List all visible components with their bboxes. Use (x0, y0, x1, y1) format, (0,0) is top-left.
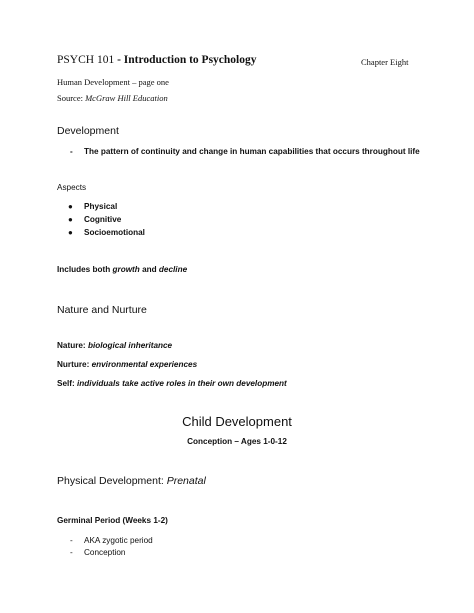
physical-development-heading (57, 475, 206, 487)
bullet-marker: ● (68, 202, 73, 211)
source-line (57, 93, 168, 103)
dash-marker: - (70, 147, 73, 156)
self-text: individuals take active roles in their own development (74, 379, 287, 388)
growth-word: growth (112, 265, 140, 274)
course-name: Introduction to Psychology (123, 54, 257, 66)
growth-decline-middle: and (139, 265, 159, 274)
document-subtitle: Human Development – page one (57, 77, 169, 87)
germinal-item-zygotic: AKA zygotic period (84, 536, 153, 545)
title-separator: - (114, 54, 124, 66)
growth-decline-line (57, 265, 187, 274)
decline-word: decline (158, 265, 188, 274)
dash-marker: - (70, 536, 73, 545)
nature-label: Nature: (57, 341, 86, 350)
bullet-marker: ● (68, 215, 73, 224)
physical-development-label: Physical Development: (57, 475, 167, 487)
aspect-item-socioemotional: Socioemotional (84, 228, 145, 237)
nurture-text: environmental experiences (89, 360, 198, 369)
nature-nurture-heading: Nature and Nurture (57, 304, 147, 316)
document-title (57, 54, 257, 66)
bullet-marker: ● (68, 228, 73, 237)
growth-decline-prefix: Includes both (57, 265, 113, 274)
development-heading: Development (57, 125, 119, 137)
source-name: McGraw Hill Education (85, 93, 168, 103)
prenatal-label: Prenatal (166, 475, 206, 487)
germinal-period-heading: Germinal Period (Weeks 1-2) (57, 516, 168, 525)
chapter-label: Chapter Eight (361, 57, 409, 67)
dash-marker: - (70, 548, 73, 557)
self-line (57, 379, 287, 388)
nurture-line (57, 360, 197, 369)
child-development-heading: Child Development (182, 414, 292, 429)
nature-line (57, 341, 172, 350)
nature-text: biological inheritance (85, 341, 173, 350)
source-label: Source: (57, 93, 86, 103)
development-definition: The pattern of continuity and change in human capabilities that occurs throughout life (84, 147, 420, 156)
aspect-item-physical: Physical (84, 202, 118, 211)
germinal-item-conception: Conception (84, 548, 126, 557)
nurture-label: Nurture: (57, 360, 90, 369)
aspects-heading: Aspects (57, 183, 87, 192)
self-label: Self: (57, 379, 75, 388)
aspect-item-cognitive: Cognitive (84, 215, 122, 224)
child-development-subheading: Conception – Ages 1-0-12 (187, 437, 287, 446)
course-code: PSYCH 101 (57, 54, 115, 66)
